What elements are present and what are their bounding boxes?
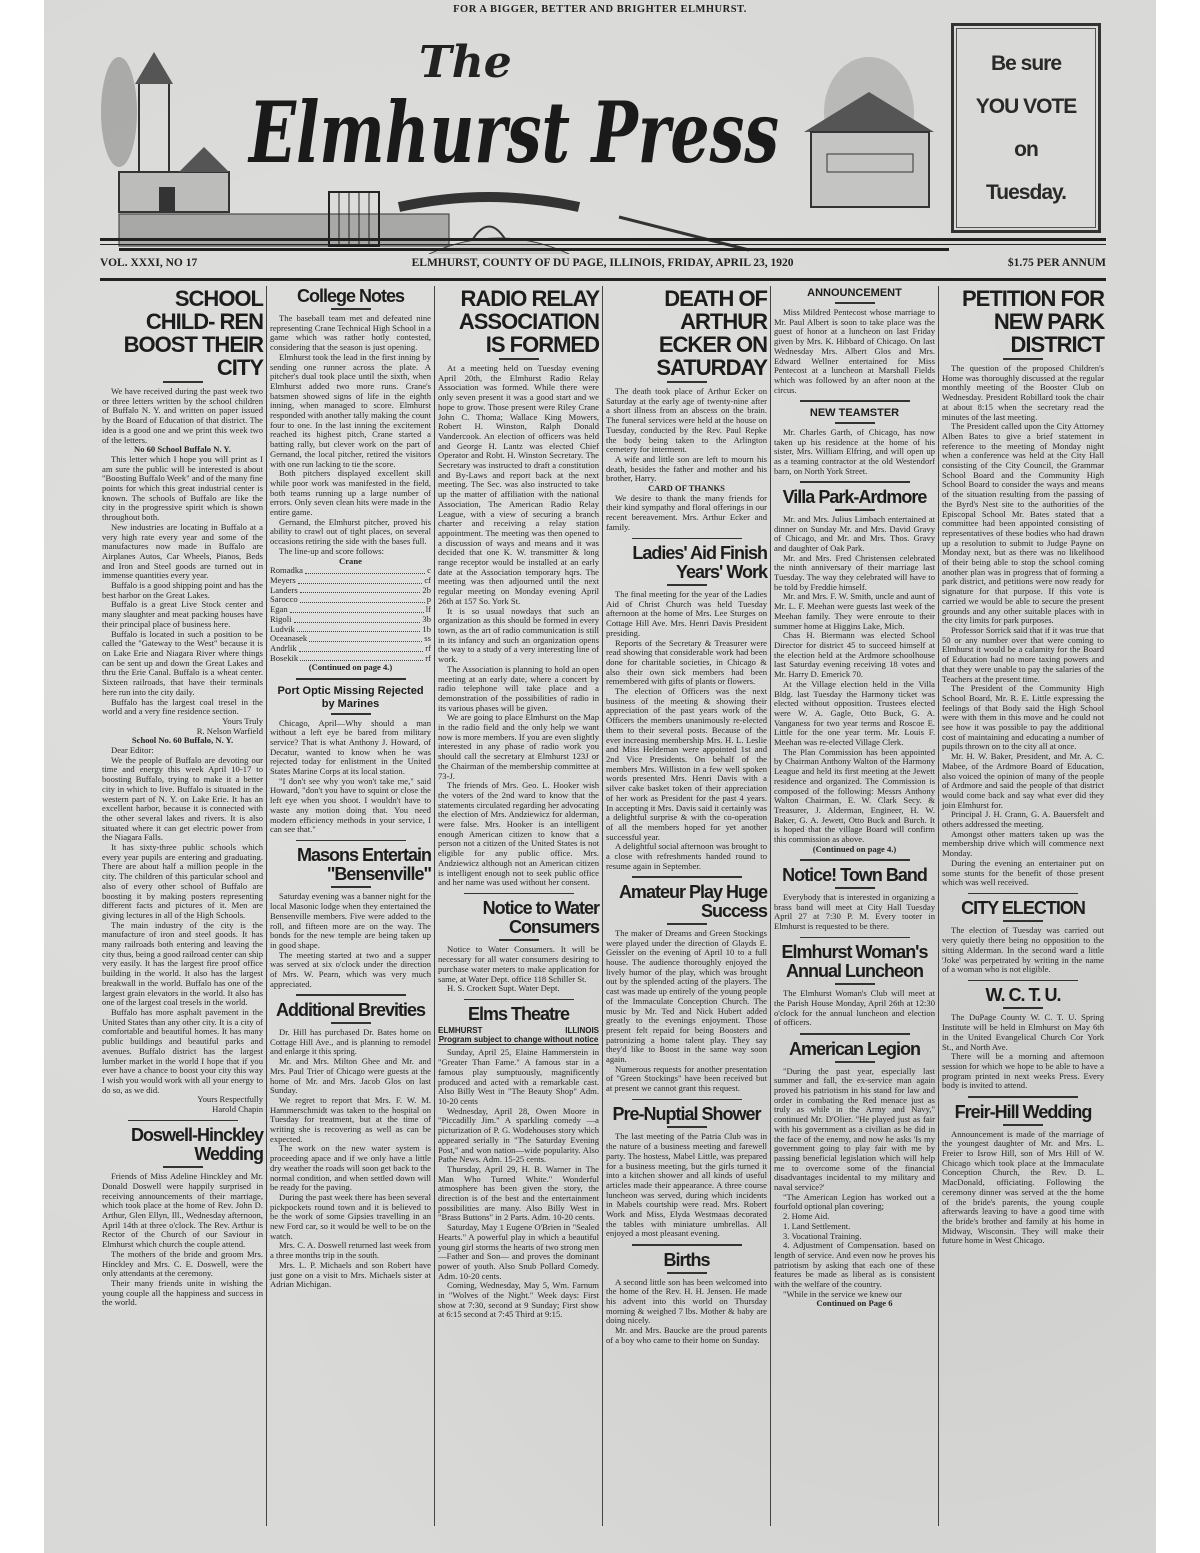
theatre-city: ELMHURST: [438, 1026, 483, 1036]
article-paragraph: 3. Vocational Training.: [783, 1230, 862, 1241]
headline-rule: [1003, 1124, 1043, 1126]
article-paragraph: Buffalo is a good shipping point and has the best harbor on the Great Lakes.: [102, 580, 263, 600]
article-paragraph: Professor Sorrick said that if it was true that 50 or any number over that were coming to Elmhurst it would be a calamity for the Board of Education had no more taxing powers and that they were unable to pay the salaries of the Teachers at the present time.: [942, 624, 1104, 684]
article-paragraph: The death took place of Arthur Ecker on Saturday at the early age of twenty-nine after a short illness from an abscess on the brain. The funeral services were held at the house on Tuesday, conducted by the Rev. Paul Repke the body being taken to the Arlington cemetery for interment.: [606, 386, 767, 455]
article: [270, 678, 431, 835]
article: [774, 481, 935, 854]
article-headline: Elms Theatre: [467, 1004, 570, 1025]
article-paragraph: Mr. and Mrs. Fred Christensen celebrated the ninth anniversary of their marriage last Tuesday. The way they celebrated will have to be told by Freddie himself.: [774, 552, 935, 592]
article-paragraph: Principal J. H. Crann, G. A. Bauersfelt and others addressed the meeting.: [942, 809, 1104, 830]
lineup-title: Crane: [339, 555, 362, 566]
article-paragraph: Mr. and Mrs. Julius Limbach entertained at dinner on Sunday Mr. and Mrs. David Gravy of Chicago, and Mr. and Mrs. Thos. Gravy and daughter of Oak Park.: [774, 513, 935, 553]
article-paragraph: It has sixty-three public schools which every year pupils are entering and graduating. There are about half a million people in the city. The children of this particular school and also of every other school of Buffalo are boosting it by making posters representing different facts and pictures of it. Men are giving lectures in all of the High Schools.: [102, 842, 263, 920]
article-paragraph: Mrs. L. P. Michaels and son Robert have just gone on a visit to Mrs. Michaels sister at Adrian Michigan.: [270, 1259, 431, 1290]
article: [606, 1244, 767, 1345]
article-paragraph: The main industry of the city is the manufacture of iron and steel goods. It has many railroads both entering and leaving the city thus, being a good railroad center can ship very easily. It has the largest fire proof office building in the world. It also has the largest breakwall in the world. Buffalo has one of the largest grain elevators in the world. It also has one of the largest coal tresels in the world.: [102, 919, 263, 1008]
article-headline: Elmhurst Woman's Annual Luncheon: [781, 942, 928, 982]
player-position: 2b: [422, 584, 431, 595]
dot-leader: [300, 654, 423, 662]
article-paragraph: Harold Chapin: [212, 1104, 263, 1115]
player-name: Rigoli: [270, 613, 292, 624]
masthead-logo: [99, 22, 949, 254]
article-separator: [800, 859, 910, 861]
article: [774, 287, 935, 395]
dot-leader: [299, 644, 424, 652]
article-paragraph: The work on the new water system is proceeding apace and if we only have a little dry weather the roads will soon get back to the normal condition, and when settled down will be ready for the paving.: [270, 1143, 431, 1193]
article: [438, 893, 599, 994]
article-paragraph: The friends of Mrs. Geo. L. Hooker wish the voters of the 2nd ward to know that the statements circulated regarding her advocating the election of Mrs. Andziewicz for alderman, were false. Mrs. Hooker is an intelligent enough American citizen to know that a person not a citizen of the United States is not eligible for any public office. Mrs. Andziewicz although not an American citizen is intelligent enough not to seek public office and her name was used without her consent.: [438, 780, 599, 888]
player-position: rf: [425, 642, 431, 653]
article-headline: RADIO RELAY ASSOCIATION IS FORMED: [458, 286, 599, 357]
headline-rule: [667, 1272, 707, 1274]
subscription-price: $1.75 PER ANNUM: [1007, 257, 1106, 269]
article-paragraph: R. Nelson Warfield: [196, 725, 263, 736]
masthead-illustration: [99, 22, 949, 254]
article-headline: American Legion: [788, 1038, 921, 1059]
article-paragraph: 1. Land Settlement.: [783, 1220, 851, 1231]
dot-leader: [294, 615, 421, 623]
article-paragraph: Buffalo is a great Live Stock center and many slaughter and meat packing houses have their principal place of business here.: [102, 599, 263, 629]
vote-line: Be sure: [990, 51, 1062, 75]
article-paragraph: Dear Editor:: [111, 745, 154, 756]
player-name: Landers: [270, 584, 298, 595]
headline-rule: [163, 381, 203, 383]
article-paragraph: Elmhurst took the lead in the first inning by sending one runner across the plate. A pitcher's dual took place until the sixth, when Elmhurst added two more runs. Crane's batsmen showed signs of life in the eighth inning, when managed to score. Elmhurst responded with another tally making the count four to one. In the last inning the excitement reached its highest pitch, Crane started a batting rally, but clever work on the part of Gernand, the local pitcher, retired the visitors with one run lacking to tie the score.: [270, 351, 431, 469]
article-headline: ANNOUNCEMENT: [807, 287, 902, 299]
article-headline: Notice! Town Band: [782, 864, 927, 885]
article: [102, 287, 263, 1115]
theatre-state: ILLINOIS: [565, 1026, 599, 1036]
article-headline: Villa Park-Ardmore: [782, 486, 927, 507]
player-position: 1b: [422, 623, 431, 634]
article-paragraph: (Continued on page 4.): [812, 843, 897, 854]
article-headline: Masons Entertain "Bensenville": [296, 845, 431, 885]
article-separator: [968, 980, 1078, 982]
article-headline: CITY ELECTION: [961, 898, 1085, 919]
divider: [100, 238, 1106, 241]
theatre-notice: Program subject to change without notice: [438, 1035, 599, 1045]
article-paragraph: The Elmhurst Woman's Club will meet at the Parish House Monday, April 26th at 12:30 o'clock for the annual luncheon and election of officers.: [774, 988, 935, 1028]
article-separator: [296, 840, 406, 842]
article-separator: [800, 937, 910, 939]
lineup-table: [270, 566, 431, 663]
article-paragraph: Wednesday, April 28, Owen Moore in "Piccadilly Jim." A sparkling comedy —a picturization of P. G. Wodehouses story which appeared serially in "The Saturday Evening Post," and won nation—wide popularity. Also Pathe News. Adm. 15-25 cents.: [438, 1105, 599, 1165]
player-name: Meyers: [270, 574, 296, 585]
article-paragraph: The election of Tuesday was carried out very quietly there being no opposition to the sitting Alderman. In the second ward a little 'Joke' was perpetrated by writing in the name of a woman who is not eligible.: [942, 925, 1104, 975]
article-paragraph: Mr. H. W. Baker, President, and Mr. A. C. Mabee, of the Ardmore Board of Education, also voiced the opinion of many of the people of Ardmore and said the people of that district would come back and say what ever did they join Elmhurst for.: [942, 751, 1104, 810]
headline-rule: [835, 509, 875, 511]
headline-rule: [835, 422, 875, 424]
article-paragraph: CARD OF THANKS: [648, 483, 725, 494]
headline-rule: [1003, 1007, 1043, 1009]
article: [774, 859, 935, 931]
vote-line: YOU VOTE: [975, 94, 1077, 118]
article-paragraph: Saturday, May 1 Eugene O'Brien in "Sealed Hearts." A powerful play in which a beautiful young girl storms the hearts of two strong men —Father and Son— and proves the dominant power of youth. Also Snub Pollard Comedy. Adm. 10-20 cents.: [438, 1222, 599, 1281]
article-paragraph: The meeting started at two and a supper was served at six o'clock under the direction of Mrs. W. Pearn, which was very much appreciated.: [270, 949, 431, 989]
article: [942, 1096, 1104, 1246]
article-separator: [296, 678, 406, 680]
article-paragraph: The maker of Dreams and Green Stockings were played under the direction of Glayds E. Geissler on the evening of April 10 to a full house. The audience thoroughly enjoyed the lively humor of the play, which was brought out by the splended acting of the players. The cast was made up entirely of the young people of the Immaculate Conception Church. The music by Mr. Ted and Nick Hubert added greatly to the evenings enjoyment. Those present felt repaid for being Boosters and patronizing a home talent play. They say they'd like to Boost in the same way soon again.: [606, 927, 767, 1065]
article-paragraph: A wife and little son are left to mourn his death, besides the father and mother and his brother, Harry.: [606, 453, 767, 484]
player-position: rf: [425, 652, 431, 663]
article-paragraph: Chas H. Biermann was elected School Director for district 45 to succeed himself at the election held at the Ardmore schoolhouse last Saturday evening receiving 18 votes and Mr. Harry D. Emerick 70.: [774, 630, 935, 680]
article-paragraph: Dr. Hill has purchased Dr. Bates home on Cottage Hill Ave., and is planning to remodel and enlarge it this spring.: [270, 1026, 431, 1057]
article-headline: W. C. T. U.: [985, 985, 1061, 1006]
headline-rule: [835, 302, 875, 304]
article-separator: [632, 1099, 742, 1101]
article-paragraph: This letter which I hope you will print as I am sure the public will be interested is about "Boosting Buffalo Week" and of the many fine points for which this great industrial center is known. The schools of Buffalo are like the city in the progressive spirit which is shown throughout both.: [102, 453, 263, 523]
article-paragraph: The President of the Community High School Board, Mr. R. E. Little expressing the feelings of that Body said the High School were with them in this move and he could not see how it was possible to pay the additional cost of maintaining and educating a number of pupils thrown on to the city all at once.: [942, 683, 1104, 752]
dot-leader: [305, 566, 425, 574]
article-paragraph: We regret to report that Mrs. F. W. M. Hammerschmidt was taken to the hospital on Tuesday for treatment, but at the time of writing she is recovering as well as can be expected.: [270, 1094, 431, 1144]
article: [774, 1033, 935, 1309]
headline-rule: [667, 923, 707, 925]
article-paragraph: Buffalo has the largest coal tresel in the world and a very fine residence section.: [102, 696, 263, 717]
dot-leader: [300, 586, 421, 594]
headline-rule: [835, 1061, 875, 1063]
article: [942, 287, 1104, 888]
article-paragraph: During the past week there has been several pickpockets round town and it is believed to be the work of some Gipsies travelling in an new Ford car, so it would be well to be on the watch.: [270, 1191, 431, 1241]
article-paragraph: Both pitchers displayed excellent skill while poor work was manifested in the field, both teams running up a large number of errors. Only seven clean hits were made in the entire game.: [270, 468, 431, 518]
masthead-title: Elmhurst Press: [247, 83, 779, 182]
article-headline: Amateur Play Huge Success: [618, 881, 767, 921]
article-paragraph: Announcement is made of the marriage of the youngest daughter of Mr. and Mrs. L. Freier to Isrow Hill, son of Mrs Hill of W. Chicago which took place at the Immaculate Conception Church, the Rev. D. L. MacDonald, officiating. Following the ceremony dinner was served at the the home of the bride's parents, the young couple afterwards leaving to have a good time with the bride's brother and family at his home in Midway, Wisconsin. They will make their future home in West Chicago.: [942, 1128, 1104, 1246]
article-paragraph: The baseball team met and defeated nine representing Crane Technical High School in a game which was rather hotly contested, considering that the season is just opening.: [270, 313, 431, 353]
article-headline: Additional Brevities: [275, 999, 426, 1020]
article-paragraph: A second little son has been welcomed into the home of the Rev. H. H. Jensen. He made his advent into this world on Thursday morning & weighed 7 lbs. Mother & baby are doing nicely.: [606, 1276, 767, 1326]
article-headline: College Notes: [296, 286, 405, 306]
article-paragraph: Mr. and Mrs. Milton Ghee and Mr. and Mrs. Paul Trier of Chicago were guests at the home of Mr. and Mrs. Jacob Glos on last Sunday.: [270, 1056, 431, 1096]
dateline: [100, 257, 1106, 269]
headline-rule: [331, 308, 371, 310]
article: [774, 400, 935, 476]
article-paragraph: The Association is planning to hold an open meeting at an early date, where a concert by radio telephone will take place and a demonstration of the possibilities of radio in its various phases will be given.: [438, 663, 599, 713]
article-separator: [632, 876, 742, 878]
headline-rule: [667, 381, 707, 383]
player-name: Egan: [270, 604, 288, 615]
article-paragraph: Coming, Wednesday, May 5, Wm. Farnum in "Wolves of the Night." Week days: First show at 7:30, second at 9 Sunday; First show at 6:15 second at 7:45 Third at 9:15.: [438, 1280, 599, 1320]
headline-rule: [499, 358, 539, 360]
article-paragraph: The election of Officers was the next business of the meeting & showing their appreciation of the past years work of the Officers the members unanimously re-elected them to their several posts. Because of the ever increasing membership Mrs. H. L. Leslie and Miss Heldeman were appointed 1st and 2nd Vice Presidents. On behalf of the members Mrs. Williston in a few well spoken words presented Mrs. Henri Davis with a silver cake basket token of their appreciation of her work as President for the past 4 years. In accepting it Mrs. Davis said it certainly was a delightful surprise & with the co-operation of all the members hoped for yet another successful year.: [606, 686, 767, 842]
article-paragraph: Yours Truly: [222, 715, 263, 726]
article-paragraph: The final meeting for the year of the Ladies Aid of Christ Church was held Tuesday afternoon at the home of Mrs. Lee Sturges on Cottage Hill Ave. Mrs. Henri Davis President presiding.: [606, 589, 767, 638]
article-headline: DEATH OF ARTHUR ECKER ON SATURDAY: [656, 286, 767, 380]
article-headline: Pre-Nuptial Shower: [612, 1104, 761, 1125]
article-paragraph: The question of the proposed Children's Home was thoroughly discussed at the regular monthly meeting of the Booster Club on Wednesday. President Robillard took the chair at about 8:15 when the secretary read the minutes of the last meeting.: [942, 363, 1104, 422]
news-column: [771, 286, 939, 1526]
vote-reminder-box: [951, 23, 1101, 233]
player-name: Romadka: [270, 565, 303, 576]
news-column: [99, 286, 267, 1526]
article-headline: Births: [663, 1249, 710, 1270]
dot-leader: [298, 576, 423, 584]
article-paragraph: 4. Adjustment of Compensation. based on length of service. And even now he proves his patriotism by asking that each one of these features be made as liberal as is consistent with the welfare of the country.: [774, 1240, 935, 1290]
article-headline: Freir-Hill Wedding: [954, 1101, 1092, 1122]
place-and-date: ELMHURST, COUNTY OF DU PAGE, ILLINOIS, FRIDAY, APRIL 23, 1920: [411, 257, 794, 269]
article-paragraph: Friends of Miss Adeline Hinckley and Mr. Donald Doswell were happily surprised in receiving announcements of their marriage, which took place at the home of Rev. John D. Arthur, Glen Ellyn, Ill., Wednesday afternoon, April 14th at three o'clock. The Rev. Arthur is Rector of the Church of our Saviour in Elmhurst which church the couple attend.: [102, 1171, 263, 1250]
headline-rule: [331, 713, 371, 715]
article-paragraph: Their many friends unite in wishing the young couple all the happiness and success in the world.: [102, 1277, 263, 1308]
slogan: FOR A BIGGER, BETTER AND BRIGHTER ELMHURST.: [453, 4, 747, 15]
article-paragraph: Mr. and Mrs. F. W. Smith, uncle and aunt of Mr. L. F. Meehan were guests last week of the Meehan family. They were enroute to their summer home at Higgins Lake, Mich.: [774, 591, 935, 631]
dot-leader: [297, 625, 421, 633]
article-headline: PETITION FOR NEW PARK DISTRICT: [962, 286, 1104, 357]
article-paragraph: There will be a morning and afternoon session for which we hope to be able to have a program printed in next weeks Press. Every body is invited to attend.: [942, 1051, 1104, 1091]
article-separator: [464, 893, 574, 895]
article-paragraph: Mrs. C. A. Doswell returned last week from a three months trip in the south.: [270, 1240, 431, 1261]
article-paragraph: At the Village election held in the Villa Bldg. last Tuesday the Harmony ticket was elected without opposition. Trustees elected were W. A. Gagle, Otto Buck, G. A. Vanganess for two year terms and Roscoe E. Little for the one year term. Mr. Louis F. Meehan was re-elected Village Clerk.: [774, 678, 935, 748]
volume-number: VOL. XXXI, NO 17: [100, 257, 198, 269]
article-separator: [968, 1096, 1078, 1098]
article-headline: NEW TEAMSTER: [809, 406, 900, 419]
article-paragraph: Chicago, April—Why should a man without a left eye be bared from military service? That is what Anthony J. Howard, of Decatur, wanted to know when he was rejected today for enlistment in the United States Marine Corps at its local station.: [270, 717, 431, 777]
article-separator: [800, 1033, 910, 1035]
article-separator: [296, 994, 406, 996]
article-separator: [632, 538, 742, 540]
article-paragraph: During the evening an entertainer put on some stunts for the benefit of those present which was well received.: [942, 857, 1104, 888]
headline-rule: [1003, 920, 1043, 922]
article-paragraph: School No. 60 Buffalo, N. Y.: [131, 735, 234, 746]
vote-line: on: [1014, 137, 1038, 161]
article-paragraph: Everybody that is interested in organizing a brass band will meet at City Hall Tuesday April 27 at 7:30 P. M. Every tooter in Elmhurst is requested to be there.: [774, 891, 935, 932]
article-paragraph: Numerous requests for another presentation of "Green Stockings" have been received but at present we cannot grant this request.: [606, 1063, 767, 1094]
headline-rule: [1003, 358, 1043, 360]
article-paragraph: "The American Legion has worked out a fourfold optional plan covering;: [774, 1191, 935, 1212]
newspaper-page: [44, 0, 1156, 1553]
article-paragraph: H. S. Crockett Supt. Water Dept.: [447, 983, 560, 994]
article: [606, 1099, 767, 1239]
player-position: p: [426, 594, 431, 605]
article-paragraph: The line-up and score follows:: [279, 545, 385, 556]
article-paragraph: No 60 School Buffalo N. Y.: [133, 444, 231, 455]
article-paragraph: Notice to Water Consumers. It will be necessary for all water consumers desiring to purchase water meters to make application for same, at Water Dept. office 118 Schiller St.: [438, 944, 599, 984]
headline-rule: [163, 1166, 203, 1168]
headline-rule: [835, 887, 875, 889]
article: [774, 937, 935, 1028]
article-separator: [464, 999, 574, 1001]
article-paragraph: We are going to place Elmhurst on the Map in the radio field and the only help we want now is more members. If you are even slightly interested in any phase of radio work you should call the secretary at Elmhurst 123J or the Chairman of the membership committee at 73-J.: [438, 712, 599, 781]
continued-note: (Continued on page 4.): [308, 662, 393, 673]
dot-leader: [309, 634, 422, 642]
news-column: [603, 286, 771, 1526]
article-paragraph: Mr. Charles Garth, of Chicago, has now taken up his residence at the home of his sister, Mrs. William Elfring, and will open up as a teaming contractor at the old Westendorf barn, on North York Street.: [774, 426, 935, 476]
headline-rule: [835, 983, 875, 985]
headline-rule: [331, 1022, 371, 1024]
article-paragraph: "While in the service we knew our: [783, 1288, 903, 1299]
article-columns: [99, 286, 1109, 1526]
article: [606, 287, 767, 533]
player-position: ss: [424, 633, 431, 644]
article-paragraph: The President called upon the City Attorney Alben Bates to give a brief statement in reference to the meeting of Monday night when a conference was held at the City Hall consisting of the City Council, the Grammar School Board and the Community High School Board to consider the ways and means of the situation resulting from the passing of the Byrd's Nest site to the authorities of the Episcopal School Mr. Bates stated that a committee had been appointed consisting of representatives of these bodies who had drawn up a resolution to submit to Judge Payne on Monday next, but as there was no likelihood of their being able to stop the school coming another plan was in progress that of forming a park district, and petitions were now ready for signature for that purpose. If this vote is carried we would be able to secure the present grounds and any other suitable places with in the city limits for park purposes.: [942, 421, 1104, 626]
masthead-the: The: [419, 37, 512, 88]
player-name: Ludvik: [270, 623, 295, 634]
article-separator: [128, 1120, 238, 1122]
article-paragraph: Reports of the Secretary & Treasurer were read showing that considerable work had been done for charitable societies, in Chicago & also their own sick members had been remembered with gifts of plants or flowers.: [606, 637, 767, 687]
article: [270, 840, 431, 990]
article-paragraph: "During the past year, especially last summer and fall, the ex-service man again proved his patriotism in his stand for law and order in combating the Red menace just as truly as while in the Army and Navy," continued Mr. D'Olier. "He played just as fair with his government as a civilian as he did in the face of the enemy, and now he asks 'Is my government going to play fair with me by passing beneficial legislation which will help me to overcome some of the financial disadvantages incidental to my military and naval service?': [774, 1065, 935, 1193]
divider: [100, 278, 1106, 281]
player-name: Andrlik: [270, 642, 297, 653]
divider: [100, 244, 1106, 245]
article-paragraph: New industries are locating in Buffalo at a very high rate every year and some of the manufactures now made in Buffalo are Airplanes Autos, Car Wheels, Pianos, Beds and Iron and Steel goods are turned out in immense quantities every year.: [102, 521, 263, 581]
article-paragraph: Sunday, April 25, Elaine Hammerstein in "Greater Than Fame." A famous star in a famous play sumptuously, magnificently produced and acted with a remarkable cast. Also Billy West in "The Beauty Shop" Adm. 10-20 cents: [438, 1047, 599, 1106]
vote-line: Tuesday.: [986, 180, 1066, 204]
headline-rule: [667, 1126, 707, 1128]
news-column: [267, 286, 435, 1526]
article-headline: Notice to Water Consumers: [482, 898, 599, 938]
article-headline: Port Optic Missing Rejected by Marines: [277, 684, 424, 710]
headline-rule: [667, 584, 707, 586]
headline-rule: [331, 886, 371, 888]
article: [102, 1120, 263, 1308]
article-headline: Doswell-Hinckley Wedding: [130, 1125, 263, 1165]
lineup-row: [270, 595, 431, 605]
article-separator: [800, 481, 910, 483]
dot-leader: [290, 605, 424, 613]
article-headline: SCHOOL CHILD- REN BOOST THEIR CITY: [123, 286, 263, 380]
article: [438, 287, 599, 888]
player-position: c: [427, 565, 431, 576]
player-name: Oceanasek: [270, 633, 308, 644]
article-paragraph: Yours Respectfully: [197, 1094, 263, 1105]
player-name: Sarocco: [270, 594, 298, 605]
theatre-location: [438, 1026, 599, 1035]
article-paragraph: The last meeting of the Patria Club was in the nature of a business meeting and farewell party. The hostess, Mabel Little, was prepared for a business meeting, but the girls turned it into a kitchen shower and all kinds of useful articles made their appearance. A three course luncheon was served, during which incidents in Mabels courtship were read. Mrs. Robert Work and Miss, Elyda Westmaas decorated the tables with miniature umbrellas. All enjoyed a most pleasant evening.: [606, 1131, 767, 1239]
article-paragraph: Saturday evening was a banner night for the local Masonic lodge when they entertained the Bensenville members. Five were added to the roll, and fifteen more are on the way. The bonds for the new temple are being taken up in good shape.: [270, 891, 431, 950]
article-separator: [800, 400, 910, 402]
article-paragraph: Thursday, April 29, H. B. Warner in The Man Who Turned White." Wonderful atmosphere has been given the story, the direction is of the best and the entertainment possibilities are many. Also Billy West in "Brass Buttons" in 2 Parts. Adm. 10-20 cents.: [438, 1163, 599, 1223]
article-paragraph: "I don't see why you won't take me," said Howard, "don't you have to squint or close the left eye when you shoot. I wouldn't have to waste any motion doing that. You need modern efficiency methods in your service, I can see that.": [270, 775, 431, 835]
dot-leader: [300, 595, 425, 603]
article-paragraph: We have received during the past week two or three letters written by the school children of Buffalo N. Y. and written on paper issued by the Board of Education of that district. The idea is a good one and we print this week two of the letters.: [102, 386, 263, 445]
lineup-row: [270, 605, 431, 615]
article-paragraph: The Plan Commission has been appointed by Chairman Anthony Walton of the Harmony League and held its first meeting at the Jewett residence and organized. The Commission is composed of the following: Messrs Anthony Walton Chairman, E. W. Clark Secy. & Treasurer, J. Alderman, Engineer, H. W. Baker, G. A. Jewett, Otto Buck and Burch. It is hoped that the village Board will confirm this commission as above.: [774, 746, 935, 845]
article-paragraph: Mr. and Mrs. Baucke are the proud parents of a boy who came to their home on Sunday.: [606, 1325, 767, 1345]
player-position: cf: [424, 574, 431, 585]
article-paragraph: 2. Home Aid.: [783, 1211, 830, 1222]
article-paragraph: Miss Mildred Pentecost whose marriage to Mr. Paul Albert is soon to take place was the guest of honor at a luncheon on last Friday given by Mrs. K. Hibbard of Chicago. On last Wednesday Mrs. Albert Glos and Mrs. Edward Wellner entertained for Miss Pentecost at a luncheon at Marshall Fields which was followed by an after noon at the circus.: [774, 307, 935, 395]
article: [942, 980, 1104, 1091]
article: [606, 538, 767, 872]
headline-rule: [499, 939, 539, 941]
article-paragraph: Buffalo has more asphalt pavement in the United States than any other city. It is a city of comfortable and beautiful homes. It has many public buildings and beautiful parks and avenues. Buffalo district has the largest lumber market in the world I hope that if you ever have a chance to boost your city this way I wish you would work with all your energy to do so, as we did.: [102, 1007, 263, 1095]
news-column: [435, 286, 603, 1526]
article: [270, 994, 431, 1289]
article: [606, 876, 767, 1093]
article-paragraph: The mothers of the bride and groom Mrs. Hinckley and Mrs. C. E. Doswell, were the only attendants at the ceremony.: [102, 1248, 263, 1279]
article-paragraph: We desire to thank the many friends for their kind sympathy and floral offerings in our recent bereavement. Mrs. Arthur Ecker and family.: [606, 492, 767, 532]
article-headline: Ladies' Aid Finish Years' Work: [632, 543, 767, 583]
article-paragraph: The DuPage County W. C. T. U. Spring Institute will be held in Elmhurst on May 6th in the United Evangelical Church Cor York St., and North Ave.: [942, 1012, 1104, 1052]
article-paragraph: We the people of Buffalo are devoting our time and energy this week April 10-17 to boosting Buffalo, trying to make it a better city in which to live. Buffalo is situated in the western part of N. Y. on Lake Erie. It has an excellent harbor, because it is connected with the other several lakes and rivers. It is also situated where it can get electric power from the Niagara Falls.: [102, 754, 263, 843]
article-paragraph: Continued on Page 6: [816, 1298, 893, 1309]
article: [942, 893, 1104, 975]
article: [270, 287, 431, 673]
article-paragraph: It is so usual nowdays that such an organization as this should be formed in every town, as the art of radio communication is still in its infancy and such an organization opens the way to a study of a very interesting line of work.: [438, 605, 599, 665]
article-paragraph: A delightful social afternoon was brought to a close with refreshments handed round to resume again in September.: [606, 841, 767, 871]
article-paragraph: At a meeting held on Tuesday evening April 20th, the Elmhurst Radio Relay Association was formed. While there were only seven present it was a good start and we hope to grow. Those present were Riley Crane John C. Thoma; Wallace King Mowers, Robert H. Winston, Ralph Donald Vandercook. An election of officers was held and George H. Lantz was elected Chief Operator and Robt. H. Winston Secretary. The Secretary was instructed to draft a constitution and By-Laws and report back at the next meeting. The Sec. was also instructed to take up the matter of affiliation with the national Association, The American Radio Relay League, with a view of securing a branch charter and receiving a relay station appointment. The meeting was then opened to a discussion of ways and means and it was decided that one K. W. transmitter & long range receptor would be installed at an early date at the Association temporary hqrs. The meeting was then adjourned until the next regular meeting on Monday evening April 26th at 157 So. York St.: [438, 363, 599, 606]
article-paragraph: Gernand, the Elmhurst pitcher, proved his ability to crawl out of tight places, on several occasions retiring the side with the bases full.: [270, 516, 431, 547]
article-separator: [968, 893, 1078, 895]
article-paragraph: Amongst other matters taken up was the membership drive which will commence next Monday.: [942, 828, 1104, 859]
news-column: [939, 286, 1107, 1526]
player-position: 3b: [422, 613, 431, 624]
player-position: lf: [425, 604, 431, 615]
article: [438, 999, 599, 1320]
player-name: Bosekik: [270, 652, 299, 663]
article-paragraph: Buffalo is located in such a position to be called the "Gateway to the West" because it is on Lake Erie and Niagara River where things can be sent up and down the Great Lakes and thru the Erie Canal. Buffalo is a wheat center. Sixteen railroads, that have their terminals here run into the city daily.: [102, 628, 263, 697]
article-separator: [632, 1244, 742, 1246]
